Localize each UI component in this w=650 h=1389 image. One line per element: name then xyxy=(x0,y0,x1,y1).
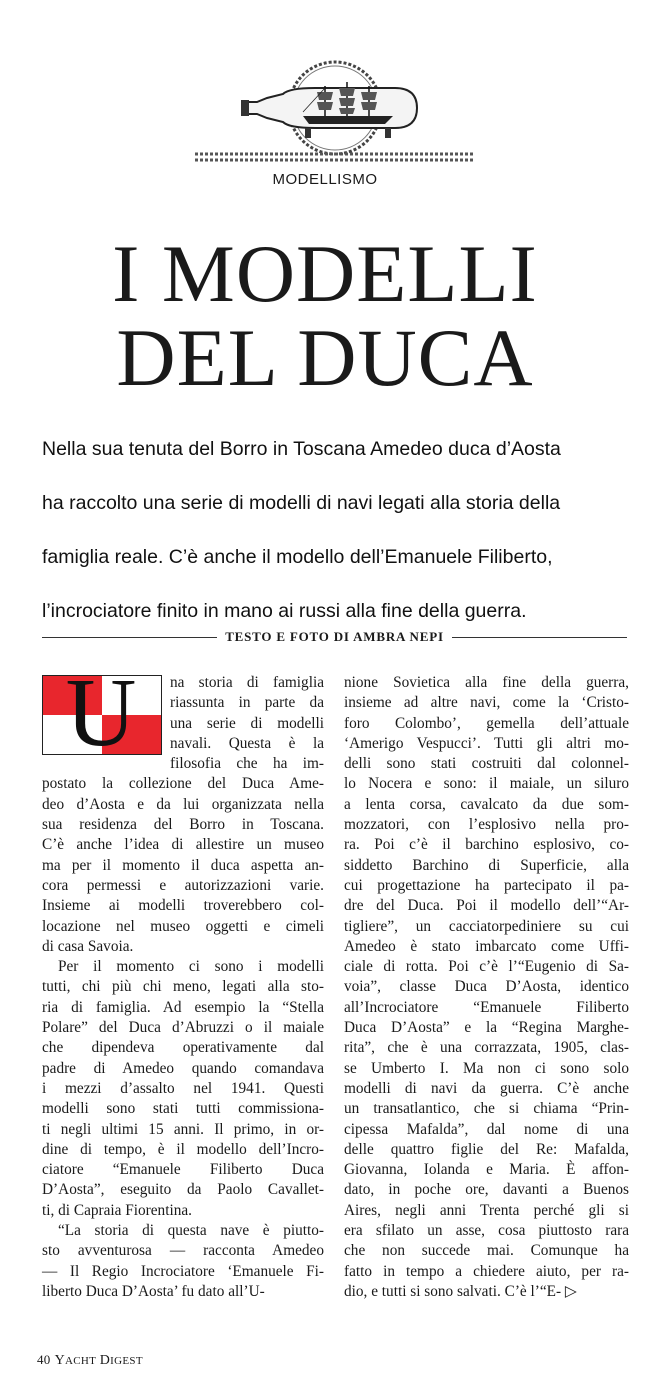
article-line: — Il Regio Incrociatore ‘Emanuele Fi- xyxy=(42,1262,324,1280)
article-line: siddetto Barchino di Superficie, alla xyxy=(344,856,629,874)
dropcap-letter: U xyxy=(65,659,137,767)
ship-in-bottle-icon xyxy=(195,58,475,166)
article-line: Aires, negli anni Trenta perché gli si xyxy=(344,1201,629,1219)
standfirst-line: famiglia reale. C’è anche il modello dell’Emanuele Filiberto, xyxy=(42,546,553,568)
article-line: che non succede mai. Comunque ha xyxy=(344,1242,629,1260)
article-line: insieme ad altre navi, come la ‘Cristo- xyxy=(344,694,629,712)
article-line: a lenta corsa, cavalcato da due som- xyxy=(344,795,629,813)
article-line: sua residenza del Borro in Toscana. xyxy=(42,816,324,834)
article-line: ra. Poi c’è il barchino esplosivo, co- xyxy=(344,836,629,854)
section-label: MODELLISMO xyxy=(272,171,378,188)
headline xyxy=(0,228,650,403)
article-line: fatto in tempo a chiedere aiuto, per ra- xyxy=(344,1262,629,1280)
article-line: modelli di navi da guerra. C’è anche xyxy=(344,1079,629,1097)
article-line: dre del Duca. Poi il modello dell’“Ar- xyxy=(344,897,629,915)
article-line: foro Colombo’, gemella dell’attuale xyxy=(344,714,629,732)
article-line: postato la collezione del Duca Ame- xyxy=(42,775,324,793)
article-line: Amedeo è stato imbarcato come Uffi- xyxy=(344,937,629,955)
article-line: Polare” del Duca d’Abruzzi o il maiale xyxy=(42,1019,324,1037)
standfirst-line: l’incrociatore finito in mano ai russi alla fine della guerra. xyxy=(42,600,527,622)
headline-line-2: DEL DUCA xyxy=(116,312,534,403)
byline-row xyxy=(42,628,627,646)
article-line: una serie di modelli xyxy=(170,714,324,732)
article-line: tutti, chi più chi meno, legati alla sto- xyxy=(42,978,324,996)
article-column-left xyxy=(42,673,324,1302)
article-line: nione Sovietica alla fine della guerra, xyxy=(344,674,629,691)
article-line: all’Incrociatore “Emanuele Filiberto xyxy=(344,998,629,1016)
standfirst xyxy=(42,422,632,638)
article-line: cora permessi e autorizzazioni varie. xyxy=(42,876,324,894)
page-number: 40 xyxy=(37,1352,51,1367)
article-line: D’Aosta”, eseguito da Paolo Cavallet- xyxy=(42,1181,324,1199)
article-line: mozzatori, con l’esplosivo nella pro- xyxy=(344,816,629,834)
article-line: liberto Duca D’Aosta’ fu dato all’U- xyxy=(42,1282,265,1300)
article-line: voia”, classe Duca D’Aosta, identico xyxy=(344,978,629,996)
article-line: cipessa Mafalda”, dal nome di una xyxy=(344,1120,629,1138)
article-line: sto avventurosa — racconta Amedeo xyxy=(42,1242,324,1260)
article-line: tigliere”, un cacciatorpediniere su cui xyxy=(344,917,629,935)
article-line: di casa Savoia. xyxy=(42,937,134,955)
article-line: dio, e tutti si sono salvati. C’è l’“E- ▷ xyxy=(344,1282,577,1300)
magazine-name-d: D xyxy=(99,1353,111,1368)
standfirst-line: Nella sua tenuta del Borro in Toscana Amedeo duca d’Aosta xyxy=(42,438,561,460)
article-line: dine di tempo, è il modello dell’Incro- xyxy=(42,1140,324,1158)
article-line: padre di Amedeo quando comandava xyxy=(42,1059,324,1077)
page-footer xyxy=(37,1352,143,1369)
article-line: delle quattro figlie del Re: Mafalda, xyxy=(344,1140,629,1158)
article-line: ‘Amerigo Vespucci’. Tutti gli altri mo- xyxy=(344,734,629,752)
article-line: modelli sono stati tutti commissiona- xyxy=(42,1100,324,1118)
article-line: lo Nocera e sono: il maiale, un siluro xyxy=(344,775,629,793)
article-line: ma per il momento il duca aspetta an- xyxy=(42,856,324,874)
article-line: na storia di famiglia xyxy=(170,674,324,691)
headline-line-1: I MODELLI xyxy=(112,228,538,319)
article-line: i mezzi d’assalto nel 1941. Questi xyxy=(42,1079,324,1097)
magazine-name-igest: IGEST xyxy=(110,1355,143,1367)
article-line: deo d’Aosta e da lui organizzata nella xyxy=(42,795,324,813)
magazine-name-acht: ACHT xyxy=(65,1355,97,1367)
article-line: ciatore “Emanuele Filiberto Duca xyxy=(42,1161,324,1179)
article-line: delli sono stati costruiti dal colonnel- xyxy=(344,755,629,773)
article-line: cui progettazione ha partecipato il pa- xyxy=(344,876,629,894)
article-line: ti negli ultimi 15 anni. Il primo, in or- xyxy=(42,1120,324,1138)
article-line: ria di famiglia. Ad esempio la “Stella xyxy=(42,998,324,1016)
article-line: navali. Questa è la xyxy=(170,734,324,752)
article-line: rita”, che è una corrazzata, 1905, clas- xyxy=(344,1039,629,1057)
article-line: un transatlantico, che si chiama “Prin- xyxy=(344,1100,629,1118)
article-column-right xyxy=(344,673,629,1302)
article-line: ti, di Capraia Fiorentina. xyxy=(42,1201,192,1219)
article-line: ciale di rotta. Poi c’è l’“Eugenio di Sa- xyxy=(344,958,629,976)
article-line: Insieme ai modelli troverebbero col- xyxy=(42,897,324,915)
standfirst-line: ha raccolto una serie di modelli di navi legati alla storia della xyxy=(42,492,561,514)
article-line: “La storia di questa nave è piutto- xyxy=(58,1222,324,1240)
article-line: locazione nel museo oggetti e cimeli xyxy=(42,917,324,935)
article-line: era sfilato un asse, cosa piuttosto rara xyxy=(344,1222,629,1240)
article-line: dato, in poche ore, davanti a Buenos xyxy=(344,1181,629,1199)
byline-rule-left xyxy=(42,637,217,638)
article-line: Duca D’Aosta” e la “Regina Marghe- xyxy=(344,1019,629,1037)
magazine-name-y: Y xyxy=(54,1353,66,1368)
article-line: filosofia che ha im- xyxy=(170,755,324,773)
article-line: Giovanna, Iolanda e Maria. È affon- xyxy=(344,1161,629,1179)
article-line: Per il momento ci sono i modelli xyxy=(58,958,324,976)
article-line: se Umberto I. Ma non ci sono solo xyxy=(344,1059,629,1077)
byline-rule-right xyxy=(452,637,627,638)
byline: TESTO E FOTO DI AMBRA NEPI xyxy=(225,629,444,644)
article-line: C’è anche l’idea di allestire un museo xyxy=(42,836,324,854)
article-line: riassunta in parte da xyxy=(170,694,324,712)
article-line: che dipendeva operativamente dal xyxy=(42,1039,324,1057)
